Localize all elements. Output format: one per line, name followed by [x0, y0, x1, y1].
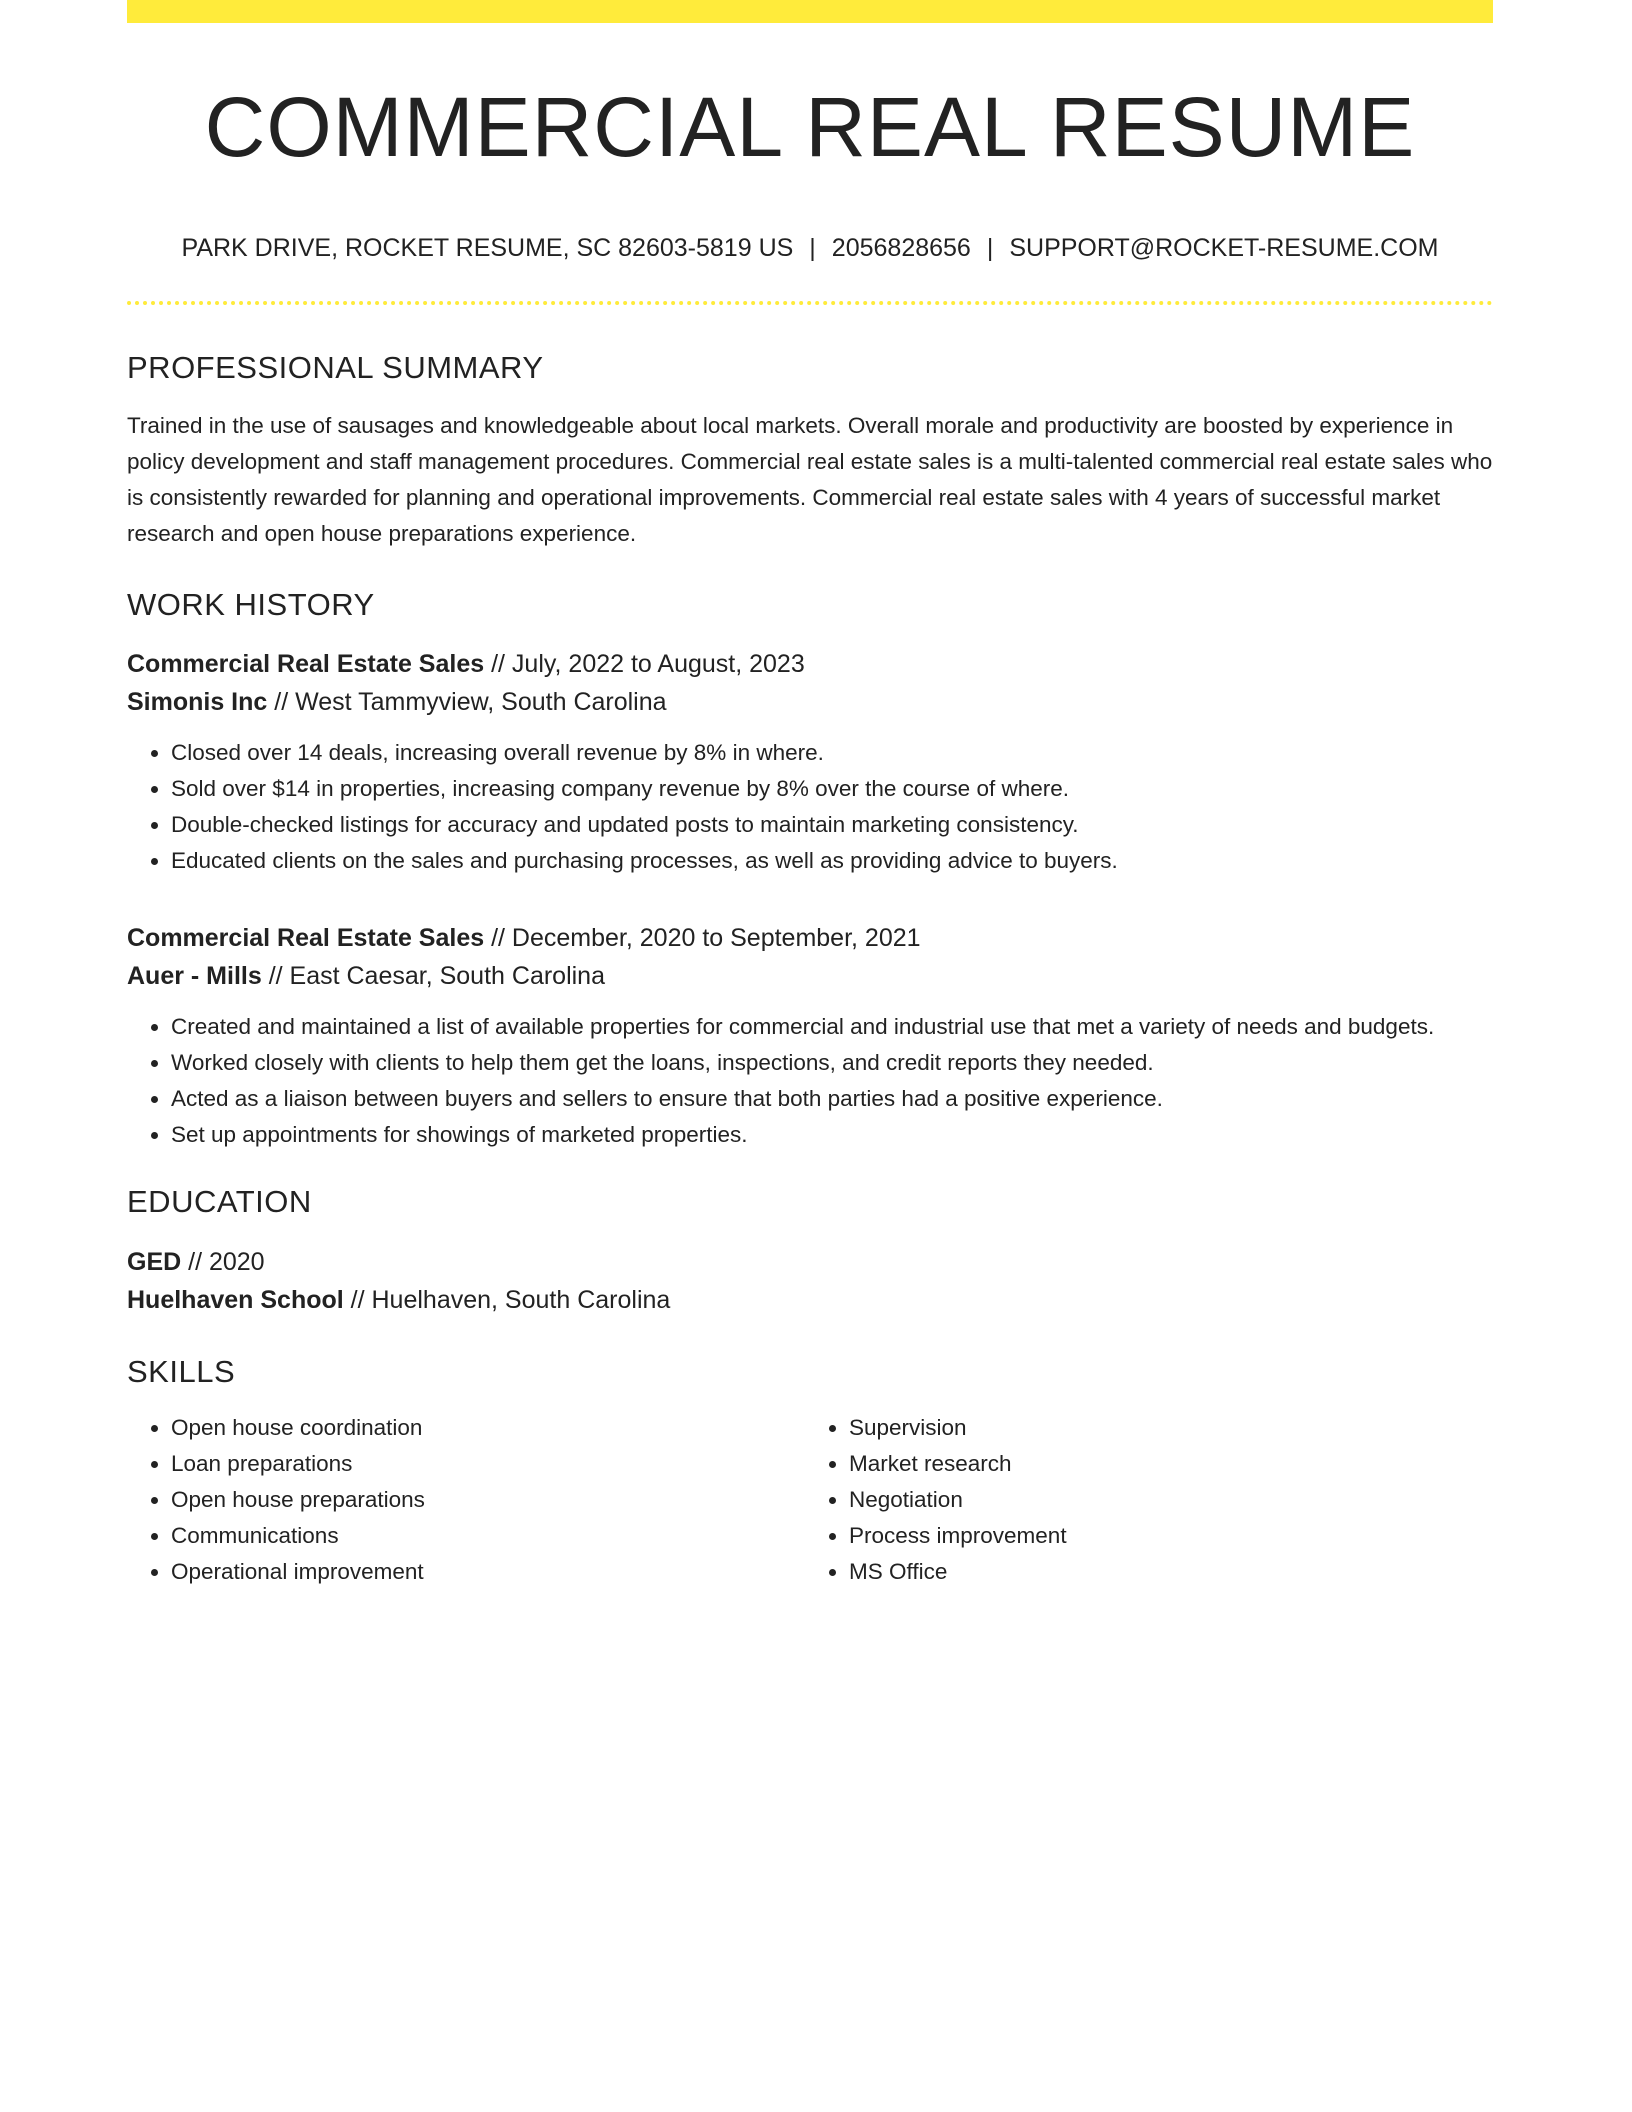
list-item: • Closed over 14 deals, increasing overall revenue by 8% in where.	[171, 735, 1493, 771]
list-item: • Double-checked listings for accuracy and updated posts to maintain marketing consistency.	[171, 807, 1493, 843]
list-item: • Open house coordination	[171, 1410, 799, 1446]
education-degree: GED	[127, 1247, 182, 1276]
list-item: • Market research	[849, 1446, 1477, 1482]
job-entry	[127, 645, 1493, 879]
contact-phone: 2056828656	[831, 234, 971, 262]
job-company-line	[127, 957, 1493, 995]
education-school-line	[127, 1281, 1493, 1319]
contact-email: SUPPORT@ROCKET-RESUME.COM	[1009, 234, 1439, 262]
job-title-line	[127, 645, 1493, 683]
job-location: // West Tammyview, South Carolina	[267, 688, 667, 717]
job-company: Auer - Mills	[127, 962, 262, 991]
contact-address: PARK DRIVE, ROCKET RESUME, SC 82603-5819 US	[181, 234, 794, 262]
job-title-line	[127, 919, 1493, 957]
list-item: • Negotiation	[849, 1482, 1477, 1518]
dotted-divider	[127, 301, 1493, 305]
job-location: // East Caesar, South Carolina	[261, 962, 605, 991]
list-item: • Open house preparations	[171, 1482, 799, 1518]
accent-top-bar	[127, 0, 1493, 23]
education-entry	[127, 1243, 1493, 1319]
work-history-heading: WORK HISTORY	[127, 587, 375, 623]
job-company: Simonis Inc	[127, 688, 268, 717]
education-heading: EDUCATION	[127, 1184, 312, 1220]
list-item: • Acted as a liaison between buyers and sellers to ensure that both parties had a positive experience.	[171, 1081, 1493, 1117]
list-item: • Communications	[171, 1518, 799, 1554]
list-item: • Sold over $14 in properties, increasing company revenue by 8% over the course of where.	[171, 771, 1493, 807]
education-location: // Huelhaven, South Carolina	[343, 1285, 671, 1314]
job-bullet-list	[127, 1009, 1493, 1153]
list-item: • Process improvement	[849, 1518, 1477, 1554]
list-item: • Operational improvement	[171, 1554, 799, 1590]
list-item: • Set up appointments for showings of marketed properties.	[171, 1117, 1493, 1153]
summary-heading: PROFESSIONAL SUMMARY	[127, 350, 544, 385]
resume-name: COMMERCIAL REAL RESUME	[204, 80, 1416, 174]
job-bullet-list	[127, 735, 1493, 879]
job-entry	[127, 919, 1493, 1153]
job-dates: // December, 2020 to September, 2021	[484, 924, 921, 953]
skills-columns	[127, 1410, 1493, 1590]
skills-list-right	[799, 1410, 1477, 1590]
list-item: • Supervision	[849, 1410, 1477, 1446]
resume-page	[127, 0, 1493, 1590]
education-degree-line	[127, 1243, 1493, 1281]
skills-list-left	[127, 1410, 799, 1590]
list-item: • Loan preparations	[171, 1446, 799, 1482]
list-item: • Created and maintained a list of available properties for commercial and industrial use that met a variety of needs and budgets.	[171, 1009, 1493, 1045]
job-dates: // July, 2022 to August, 2023	[484, 650, 805, 679]
contact-line	[127, 233, 1493, 263]
job-position: Commercial Real Estate Sales	[127, 924, 485, 953]
job-position: Commercial Real Estate Sales	[127, 650, 485, 679]
list-item: • Educated clients on the sales and purchasing processes, as well as providing advice to buyers.	[171, 843, 1493, 879]
contact-separator: |	[809, 234, 816, 262]
list-item: • Worked closely with clients to help them get the loans, inspections, and credit reports they needed.	[171, 1045, 1493, 1081]
education-year: // 2020	[181, 1247, 265, 1276]
skills-heading: SKILLS	[127, 1353, 236, 1389]
summary-text: Trained in the use of sausages and knowledgeable about local markets. Overall morale and productivity are boosted by experience in policy development and staff management procedures. Commercial real estate sales is a multi-talented commercial real estate sales who is consistently rewarded for planning and operational improvements. Commercial real estate sales with 4 years of successful market research and open house preparations experience.	[127, 413, 1493, 547]
contact-separator: |	[986, 234, 994, 262]
job-company-line	[127, 683, 1493, 721]
education-school: Huelhaven School	[127, 1285, 344, 1314]
list-item: • MS Office	[849, 1554, 1477, 1590]
